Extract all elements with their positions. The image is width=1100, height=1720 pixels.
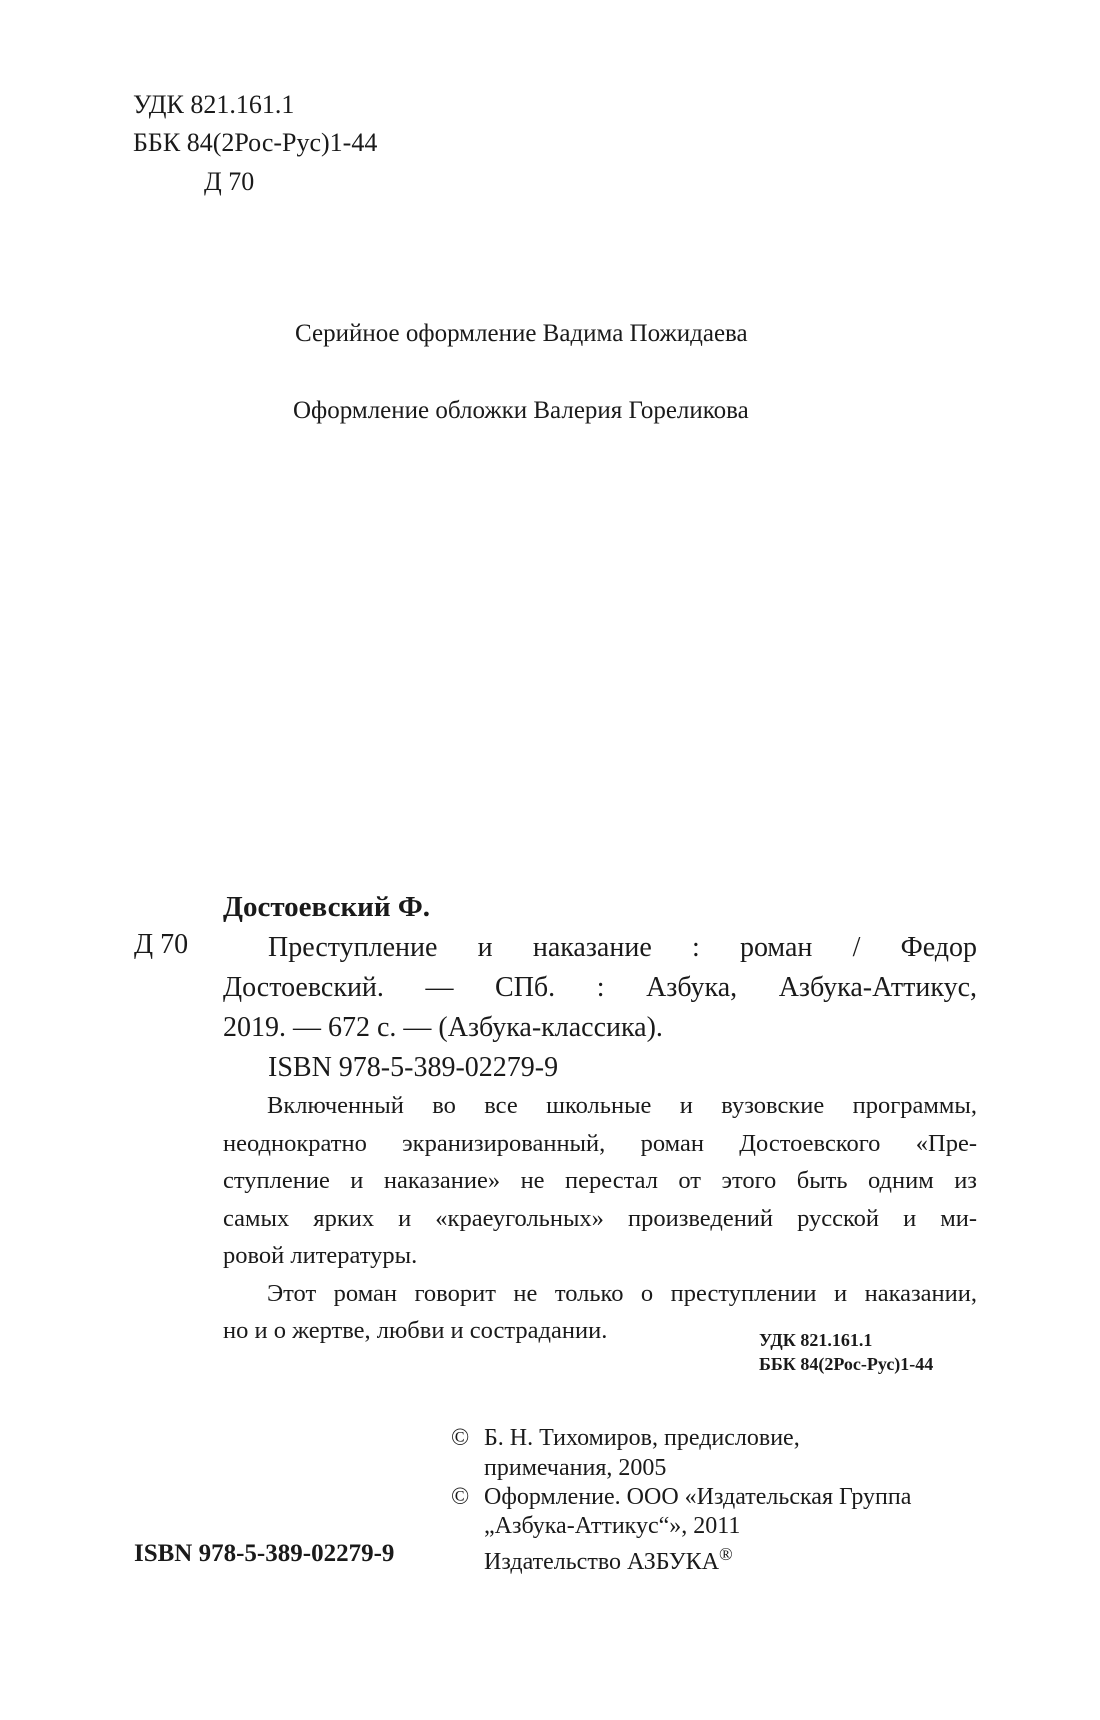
cover-design-credit: Оформление обложки Валерия Гореликова xyxy=(293,397,749,424)
annotation-line: Включенный во все школьные и вузовские программы, xyxy=(267,1092,977,1119)
copyright-2-line-1: Оформление. ООО «Издательская Группа xyxy=(484,1484,912,1510)
entry-line: Преступление и наказание : роман / Федор xyxy=(268,932,977,963)
annotation-line: но и о жертве, любви и сострадании. xyxy=(223,1317,608,1344)
publisher-name: Издательство АЗБУКА xyxy=(484,1549,720,1575)
annotation xyxy=(223,1087,977,1350)
annotation-line: ровой литературы. xyxy=(223,1242,418,1269)
entry-line: Достоевский. — СПб. : Азбука, Азбука-Аттикус, xyxy=(223,972,977,1003)
entry-line: 2019. — 672 с. — (Азбука-классика). xyxy=(223,1012,663,1043)
isbn-bottom: ISBN 978-5-389-02279-9 xyxy=(134,1540,395,1567)
bbk-top: ББК 84(2Рос-Рус)1-44 xyxy=(133,128,378,157)
bibliographic-description xyxy=(223,928,977,1088)
annotation-line: ступление и наказание» не перестал от этого быть одним из xyxy=(223,1167,977,1194)
copyright-2-line-2: „Азбука-Аттикус“», 2011 xyxy=(484,1513,741,1539)
annotation-line: неоднократно экранизированный, роман Достоевского «Пре- xyxy=(223,1129,977,1157)
series-design-credit: Серийное оформление Вадима Пожидаева xyxy=(295,320,748,347)
bbk-bottom: ББК 84(2Рос-Рус)1-44 xyxy=(759,1354,934,1374)
isbn-entry: ISBN 978-5-389-02279-9 xyxy=(268,1052,559,1083)
udk-bottom: УДК 821.161.1 xyxy=(759,1330,873,1350)
annotation-line: Этот роман говорит не только о преступлении и наказании, xyxy=(267,1279,977,1307)
annotation-line: самых ярких и «краеугольных» произведений русской и ми- xyxy=(223,1204,977,1232)
copyright-symbol: © xyxy=(451,1425,470,1451)
author-mark: Д 70 xyxy=(134,929,189,960)
copyright-symbol: © xyxy=(451,1484,470,1510)
copyright-1-line-2: примечания, 2005 xyxy=(484,1455,667,1481)
udk-top: УДК 821.161.1 xyxy=(133,90,295,119)
author-mark-top: Д 70 xyxy=(204,167,255,196)
author-heading: Достоевский Ф. xyxy=(223,891,430,923)
publisher xyxy=(484,1540,733,1577)
registered-mark: ® xyxy=(719,1544,733,1564)
copyright-1-line-1: Б. Н. Тихомиров, предисловие, xyxy=(484,1425,800,1451)
